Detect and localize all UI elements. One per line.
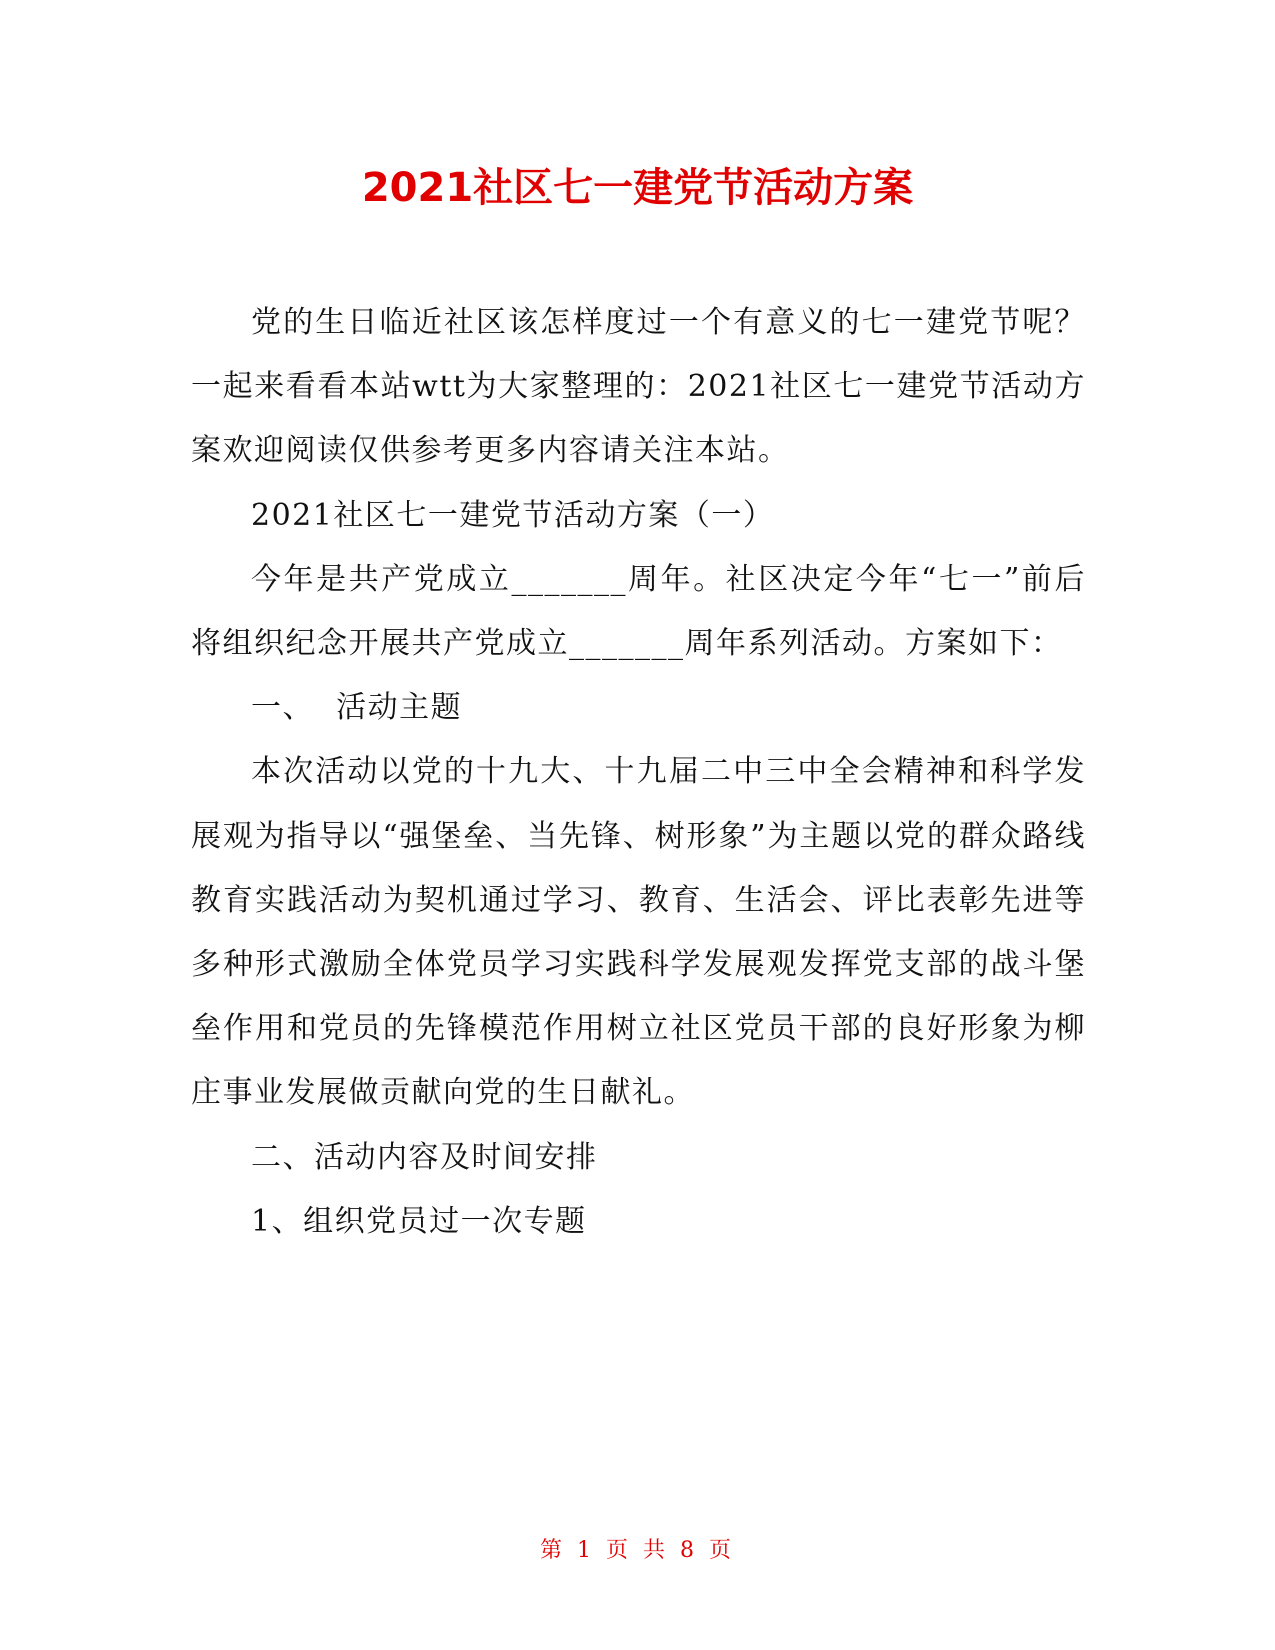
- paragraph-theme: 本次活动以党的十九大、十九届二中三中全会精神和科学发展观为指导以“强堡垒、当先锋、树形象”为主题以党的群众路线教育实践活动为契机通过学习、教育、生活会、评比表彰先进等多种形式激励全体党员学习实践科学发展观发挥党支部的战斗堡垒作用和党员的先锋模范作用树立社区党员干部的良好形象为柳庄事业发展做贡献向党的生日献礼。: [191, 754, 1086, 1111]
- document-body: [191, 291, 1086, 1254]
- paragraph-plan-intro: 今年是共产党成立_______周年。社区决定今年“七一”前后将组织纪念开展共产党成立_______周年系列活动。方案如下：: [191, 561, 1086, 662]
- paragraph-intro: 党的生日临近社区该怎样度过一个有意义的七一建党节呢？一起来看看本站wtt为大家整理的：2021社区七一建党节活动方案欢迎阅读仅供参考更多内容请关注本站。: [191, 305, 1086, 469]
- paragraph-plan-heading: 2021社区七一建党节活动方案（一）: [251, 497, 775, 533]
- section-heading-theme: 一、 活动主题: [251, 690, 463, 726]
- page-footer: 第 1 页 共 8 页: [540, 1538, 735, 1563]
- list-item-first: 1、组织党员过一次专题: [251, 1203, 587, 1239]
- document-title: 2021社区七一建党节活动方案: [361, 165, 914, 211]
- section-heading-content: 二、活动内容及时间安排: [251, 1139, 598, 1175]
